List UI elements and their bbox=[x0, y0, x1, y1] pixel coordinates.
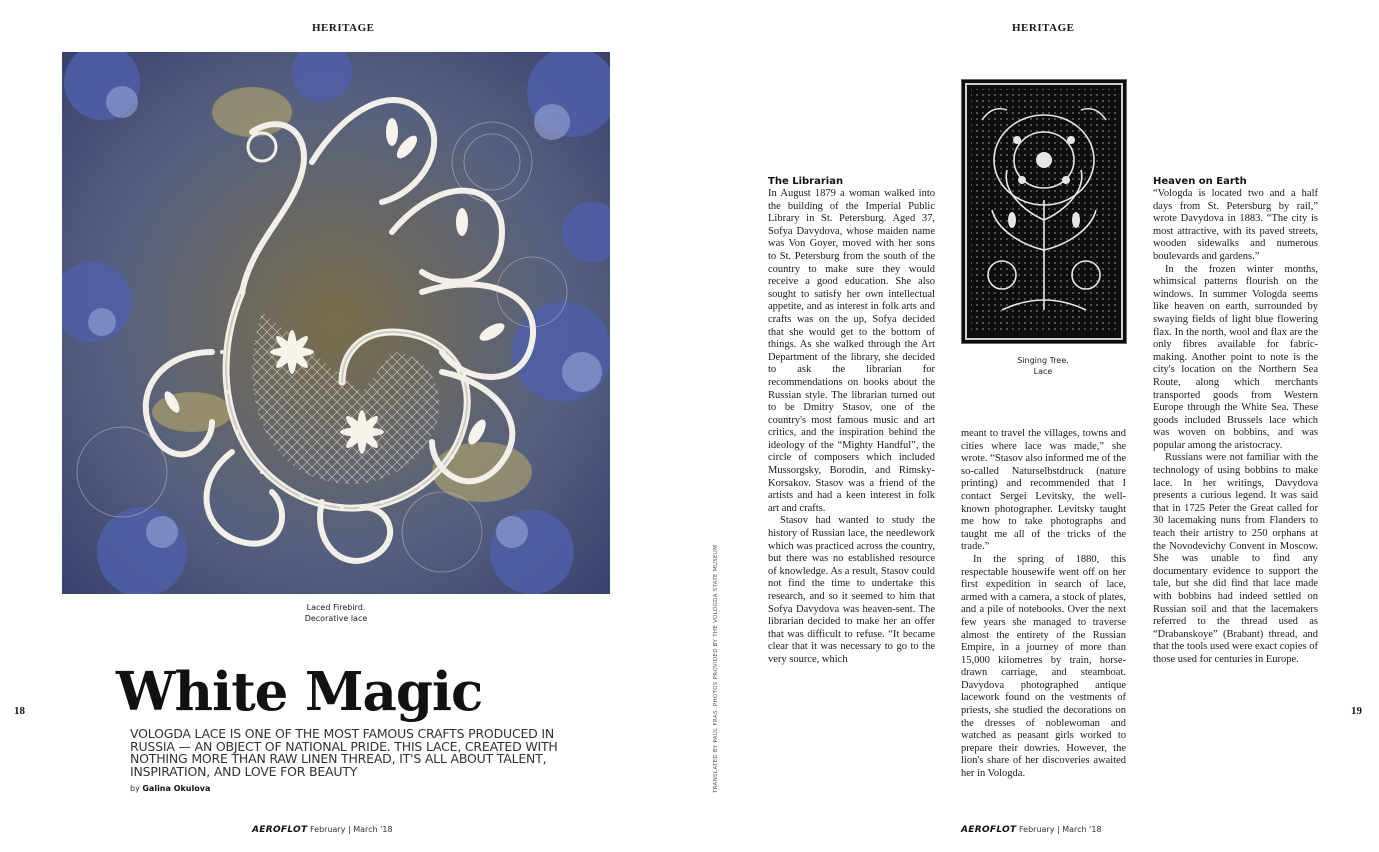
footer-right bbox=[961, 825, 1102, 835]
footer-issue-left: February | March '18 bbox=[310, 825, 393, 834]
footer-brand-left: AEROFLOT bbox=[252, 825, 308, 835]
column-3 bbox=[1153, 176, 1318, 667]
article-headline: White Magic bbox=[116, 661, 483, 723]
caption-line-2: Decorative lace bbox=[304, 614, 368, 623]
lace-firebird-image bbox=[62, 52, 610, 594]
section-label-left: HERITAGE bbox=[312, 22, 375, 34]
footer-left bbox=[252, 825, 393, 835]
page-number-right: 19 bbox=[1351, 705, 1362, 717]
column-1 bbox=[768, 176, 935, 667]
col3-paragraph-1: “Vologda is located two and a half days from St. Petersburg by rail,” wrote Davydova in 1883. “The city is most attractive, with its paved streets, wooden sidewalks and numerous boulevards and gardens.” bbox=[1153, 188, 1318, 262]
photo-caption-left bbox=[276, 602, 396, 624]
col2-paragraph-1: meant to travel the villages, towns and cities where lace was made,” she wrote. “Stasov also informed me of the so-called Naturselbstdruck (nature printing) and recommended that I contact Sergei Levitsky, the well-known photographer. Levitsky taught me how to take photographs and taught me all of the tricks of the trade.” bbox=[961, 428, 1126, 553]
caption-right-line-2: Lace bbox=[1033, 367, 1053, 376]
singing-tree-lace-image bbox=[961, 79, 1127, 344]
byline-prefix: by bbox=[130, 784, 140, 793]
article-deck: VOLOGDA LACE IS ONE OF THE MOST FAMOUS CRAFTS PRODUCED IN RUSSIA — AN OBJECT OF NATIONAL PRIDE. THIS LACE, CREATED WITH NOTHING MORE THAN RAW LINEN THREAD, IT'S ALL ABOUT TALENT, INSPIRATION, AND LOVE FOR BEAUTY bbox=[130, 726, 558, 779]
image-caption-right bbox=[988, 355, 1098, 377]
byline bbox=[130, 784, 210, 793]
subhead-heaven-on-earth: Heaven on Earth bbox=[1153, 176, 1247, 187]
col1-paragraph-1: In August 1879 a woman walked into the building of the Imperial Public Library in St. Petersburg. Aged 37, Sofya Davydova, whose maiden name was Von Goyer, moved with her sons to St. Petersburg from the south of the country to make sure they would receive a good education. She also sought to satisfy her own intellectual appetite, and as interest in folk arts and crafts was on the up, Sofya decided that she would get to the bottom of things. As she walked through the Art Department of the library, she decided to ask the librarian for recommendations on books about the Russian style. The librarian turned out to be Dmitry Stasov, one of the country's most famous music and art critics, and the inspiration behind the ideology of the “Mighty Handful”, the circle of composers which included Mussorgsky, Borodin, and Rimsky-Korsakov. Stasov was a friend of the artists and had a keen interest in folk art and crafts. bbox=[768, 188, 935, 514]
col3-paragraph-2: In the frozen winter months, whimsical patterns flourish on the windows. In summer Vologda seems like heaven on earth, surrounded by swaying fields of light blue flowering flax. In the north, wool and flax are the only fibres available for fabric-making. Another point to note is the city's location on the Northern Sea Route, along which merchants transported goods from Western Europe through the White Sea. These goods included Brussels lace which was woven on bobbins, and was popular among the aristocracy. bbox=[1153, 263, 1318, 451]
photo-credit-vertical: TRANSLATED BY PAUL FRAS. PHOTOS PROVIDED BY THE VOLOGDA STATE MUSEUM bbox=[713, 544, 719, 793]
col1-paragraph-2: Stasov had wanted to study the history of Russian lace, the needlework which was practiced across the country, but there was no established resource of knowledge. As a result, Stasov could not find the time to undertake this research, and so it seemed to him that Sofya Davydova was heaven-sent. The librarian decided to make her an offer that was difficult to refuse. “It became clear that it was necessary to go to the very source, which bbox=[768, 515, 935, 665]
subhead-librarian: The Librarian bbox=[768, 176, 844, 187]
caption-line-1: Laced Firebird. bbox=[306, 603, 366, 612]
byline-author: Galina Okulova bbox=[142, 784, 211, 793]
caption-right-line-1: Singing Tree. bbox=[1017, 356, 1069, 365]
footer-brand-right: AEROFLOT bbox=[961, 825, 1017, 835]
col3-paragraph-3: Russians were not familiar with the technology of using bobbins to make lace. In her writings, Davydova presents a curious legend. It was said that in 1725 Peter the Great called for 30 lacemaking nuns from Flanders to teach their artistry to 250 orphans at the Novodevichy Convent in Moscow. She was unable to find any documentary evidence to support the tale, but she did find that lace made with bobbins had indeed settled on Russian soil and that the lacemakers referred to the thread used as “Drabanskoye” (Brabant) thread, and that the tools used were exact copies of those used for centuries in Europe. bbox=[1153, 452, 1318, 665]
column-2 bbox=[961, 428, 1126, 781]
col2-paragraph-2: In the spring of 1880, this respectable housewife went off on her first expedition in search of lace, armed with a camera, a stock of plates, and a pile of notebooks. Over the next few years she managed to traverse almost the entirety of the Russian Empire, in a journey of more than 15,000 kilometres by train, horse-drawn carriage, and steamboat. Davydova photographed antique lacework found on the vestments of priests, she studied the decorations on the dresses of noblewoman and watched as peasant girls worked to prepare their dowries. However, the lion's share of her discoveries awaited her in Vologda. bbox=[961, 553, 1126, 780]
section-label-right: HERITAGE bbox=[1012, 22, 1075, 34]
footer-issue-right: February | March '18 bbox=[1019, 825, 1102, 834]
page-number-left: 18 bbox=[14, 705, 25, 717]
singing-tree-graphic bbox=[962, 80, 1126, 343]
laced-firebird-photo bbox=[62, 52, 610, 594]
